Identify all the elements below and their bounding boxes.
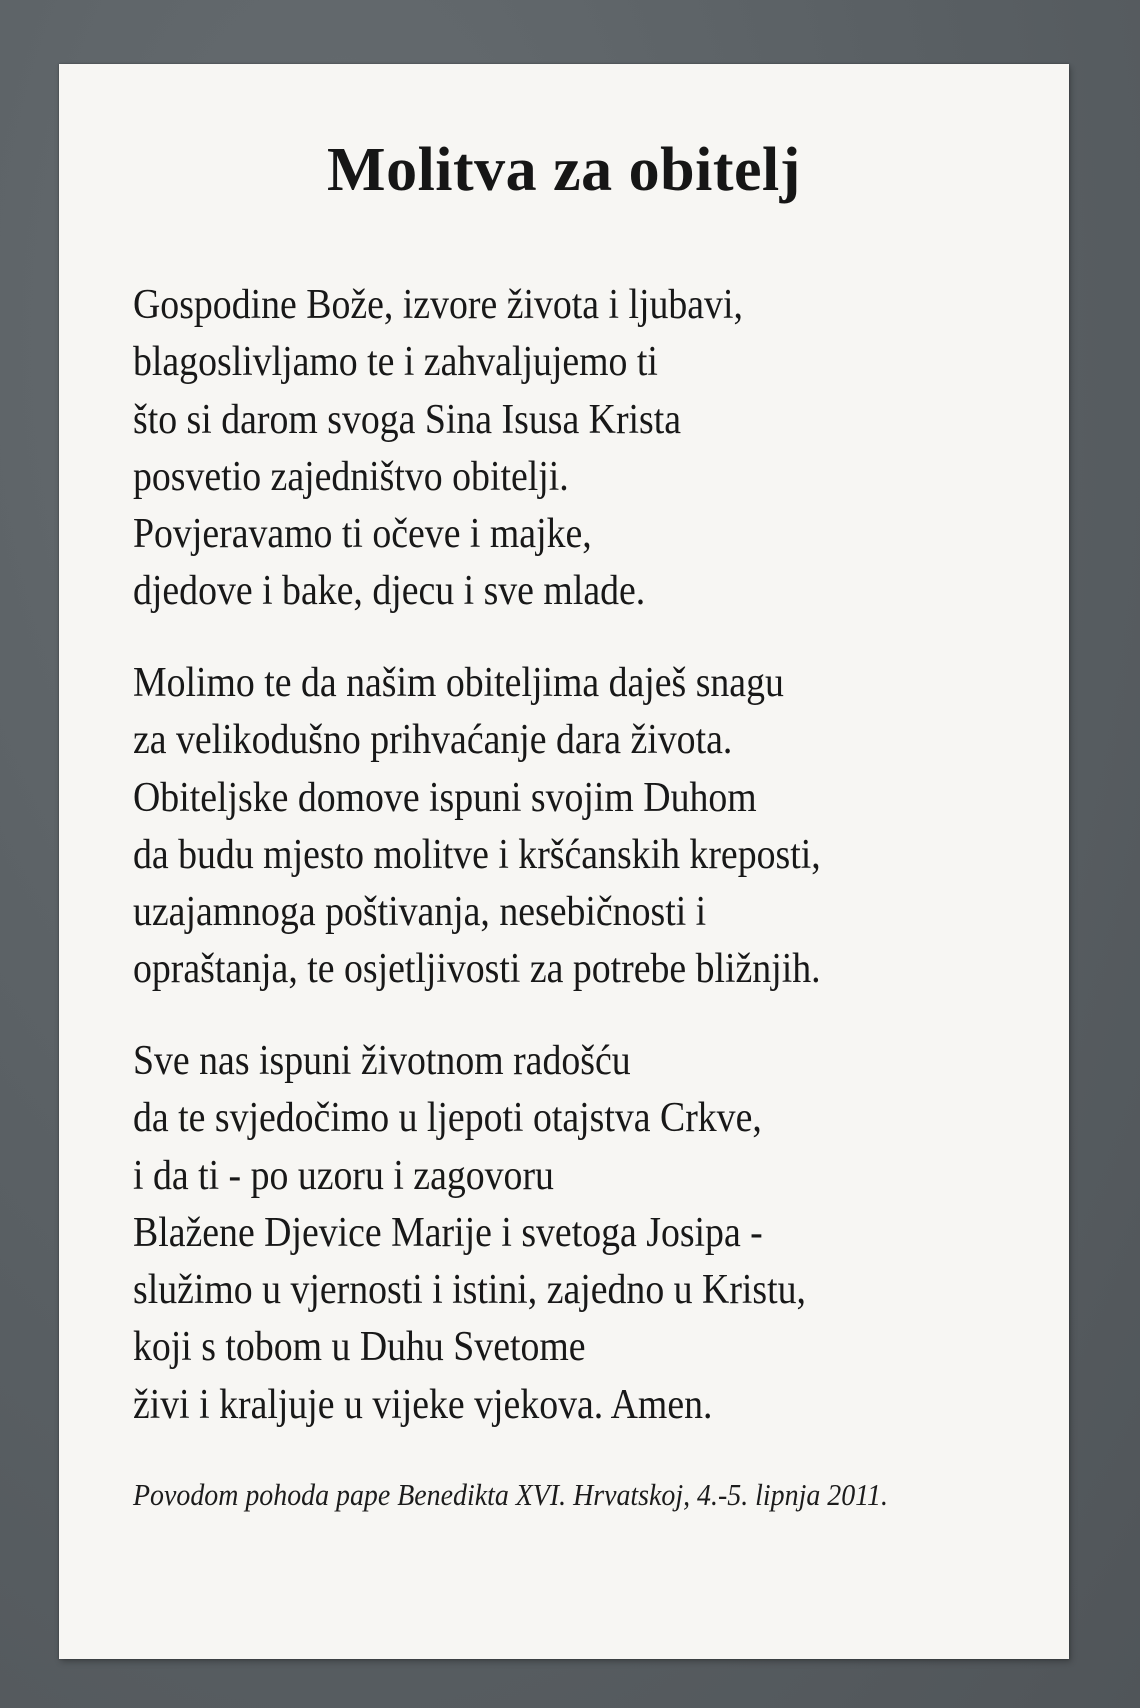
footnote: Povodom pohoda pape Benedikta XVI. Hrvatskoj, 4.-5. lipnja 2011. bbox=[133, 1477, 888, 1512]
stanza-line: Sve nas ispuni životnom radošću bbox=[133, 1038, 631, 1084]
stanza-line: koji s tobom u Duhu Svetome bbox=[133, 1324, 586, 1371]
stanza-line: Blažene Djevice Marije i svetoga Josipa - bbox=[133, 1209, 763, 1256]
stanza-line: Povjeravamo ti očeve i majke, bbox=[133, 511, 592, 558]
stanza-line: uzajamnoga poštivanja, nesebičnosti i bbox=[133, 889, 707, 936]
stanza-1 bbox=[133, 277, 961, 621]
stanza-line: Gospodine Bože, izvore života i ljubavi, bbox=[133, 282, 743, 328]
stanza-line: blagoslivljamo te i zahvaljujemo ti bbox=[133, 339, 658, 386]
stanza-line: što si darom svoga Sina Isusa Krista bbox=[133, 396, 682, 443]
stanza-line: za velikodušno prihvaćanje dara života. bbox=[133, 717, 733, 764]
stanza-line: djedove i bake, djecu i sve mlade. bbox=[133, 568, 646, 615]
stanza-line: da budu mjesto molitve i kršćanskih kreposti, bbox=[133, 831, 821, 878]
prayer-title: Molitva za obitelj bbox=[327, 136, 801, 204]
stanza-2 bbox=[133, 655, 961, 999]
stanza-line: Molimo te da našim obiteljima daješ snagu bbox=[133, 660, 784, 706]
prayer-card bbox=[59, 64, 1069, 1659]
stanza-line: i da ti - po uzoru i zagovoru bbox=[133, 1152, 554, 1199]
stanza-line: da te svjedočimo u ljepoti otajstva Crkve, bbox=[133, 1095, 762, 1142]
stanza-line: živi i kraljuje u vijeke vjekova. Amen. bbox=[133, 1381, 713, 1428]
stanza-3 bbox=[133, 1033, 961, 1434]
stanza-line: opraštanja, te osjetljivosti za potrebe bližnjih. bbox=[133, 946, 821, 993]
stanza-line: posvetio zajedništvo obitelji. bbox=[133, 453, 569, 500]
stanza-line: služimo u vjernosti i istini, zajedno u Kristu, bbox=[133, 1267, 806, 1314]
stanza-line: Obiteljske domove ispuni svojim Duhom bbox=[133, 774, 757, 821]
